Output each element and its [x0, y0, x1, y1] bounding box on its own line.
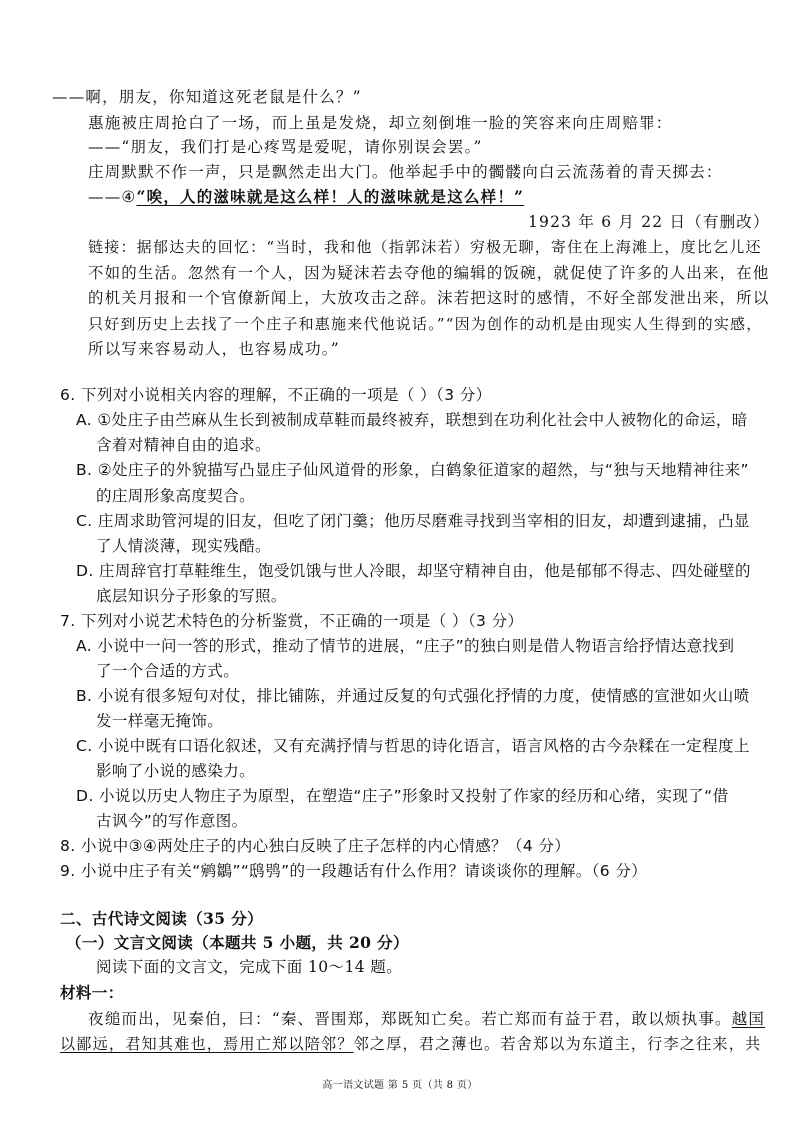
link-line-5: 所以写来容易动人，也容易成功。” [88, 340, 340, 358]
q8: 8. 小说中③④两处庄子的内心独白反映了庄子怎样的内心情感？（4 分） [60, 837, 571, 855]
q6-option-c-line-1: C. 庄周求助管河堤的旧友，但吃了闭门羹；他历尽磨难寻找到当宰相的旧友，却遭到逮捕，凸显 [76, 512, 750, 530]
story-line-2: 惠施被庄周抢白了一场，而上虽是发烧，却立刻倒堆一脸的笑容来向庄周赔罪： [88, 114, 673, 132]
story-line-5-underlined: “唉，人的滋味就是这么样！人的滋味就是这么样！” [136, 187, 525, 206]
q6-option-a-line-2: 含着对精神自由的追求。 [96, 436, 271, 454]
q6-option-a-line-1: A. ①处庄子由苎麻从生长到被制成草鞋而最终被弃，联想到在功利化社会中人被物化的命运，暗 [76, 411, 748, 429]
link-line-1: 链接：据郁达夫的回忆：“当时，我和他（指郭沫若）穷极无聊，寄住在上海滩上，度比乞儿还 [88, 238, 762, 256]
section-2-title: 二、古代诗文阅读（35 分） [60, 909, 264, 928]
material-1-label: 材料一： [60, 983, 124, 1002]
q7-stem: 7. 下列对小说艺术特色的分析鉴赏，不正确的一项是（ ）（3 分） [60, 612, 524, 630]
page-footer: 高一语文试题 第 5 页（共 8 页） [322, 1080, 478, 1091]
classical-text-line-2 [60, 1033, 761, 1055]
q7-option-a-line-1: A. 小说中一问一答的形式，推动了情节的进展，“庄子”的独白则是借人物语言给抒情达意找到 [76, 637, 735, 655]
story-date: 1923 年 6 月 22 日（有删改） [528, 213, 770, 231]
classical-text-line-1-plain: 夜缒而出，见秦伯，曰：“秦、晋围郑，郑既知亡矣。若亡郑而有益于君，敢以烦执事。 [88, 1010, 732, 1028]
q7-option-c-line-1: C. 小说中既有口语化叙述，又有充满抒情与哲思的诗化语言，语言风格的古今杂糅在一定程度上 [76, 737, 750, 755]
section-2-instructions: 阅读下面的文言文，完成下面 10～14 题。 [96, 958, 403, 976]
link-line-2: 不如的生活。忽然有一个人，因为疑沫若去夺他的编辑的饭碗，就促使了许多的人出来，在他 [88, 264, 770, 282]
q7-option-c-line-2: 影响了小说的感染力。 [96, 762, 256, 780]
section-2-subtitle: （一）文言文阅读（本题共 5 小题，共 20 分） [66, 933, 409, 952]
q6-stem: 6. 下列对小说相关内容的理解，不正确的一项是（ ）（3 分） [60, 386, 492, 404]
q7-option-d-line-2: 古讽今”的写作意图。 [96, 812, 248, 830]
q6-option-b-line-1: B. ②处庄子的外貌描写凸显庄子仙风道骨的形象，白鹤象征道家的超然，与“独与天地精神往来” [76, 461, 749, 479]
q6-option-b-line-2: 的庄周形象高度契合。 [96, 487, 256, 505]
link-line-4: 只好到历史上去找了一个庄子和惠施来代他说话。”“因为创作的动机是由现实人生得到的实感， [88, 315, 763, 333]
classical-text-line-1-underlined: 越国 [731, 1010, 766, 1028]
story-line-5-prefix: ——④ [88, 188, 137, 206]
q7-option-b-line-1: B. 小说有很多短句对仗，排比铺陈，并通过反复的句式强化抒情的力度，使情感的宣泄如火山喷 [76, 687, 750, 705]
q7-option-b-line-2: 发一样毫无掩饰。 [96, 712, 224, 730]
q6-option-d-line-1: D. 庄周辞官打草鞋维生，饱受饥饿与世人冷眼，却坚守精神自由，他是郁郁不得志、四处碰壁的 [76, 562, 751, 580]
story-line-4: 庄周默默不作一声，只是飘然走出大门。他举起手中的髑髅向白云流荡着的青天掷去： [88, 163, 723, 181]
q6-option-c-line-2: 了人情淡薄，现实残酷。 [96, 537, 271, 555]
q9: 9. 小说中庄子有关“鹓鶵”“鸱鸮”的一段趣话有什么作用？请谈谈你的理解。（6 分） [60, 862, 648, 880]
q7-option-a-line-2: 了一个合适的方式。 [96, 662, 240, 680]
classical-text-line-1 [88, 1008, 765, 1030]
q6-option-d-line-2: 底层知识分子形象的写照。 [96, 587, 287, 605]
story-line-3: ——“朋友，我们打是心疼骂是爱呢，请你别误会罢。” [88, 138, 483, 156]
classical-text-line-2-plain: 邻之厚，君之薄也。若舍郑以为东道主，行李之往来，共 [353, 1035, 762, 1053]
story-line-1: ——啊，朋友，你知道这死老鼠是什么？” [52, 88, 362, 106]
story-line-5 [88, 186, 524, 208]
link-line-3: 的机关月报和一个官僚新闻上，大放攻击之辞。沫若把这时的感情，不好全部发泄出来，所以 [88, 289, 770, 307]
q7-option-d-line-1: D. 小说以历史人物庄子为原型，在塑造“庄子”形象时又投射了作家的经历和心绪，实现了“借 [76, 787, 729, 805]
classical-text-line-2-underlined: 以鄙远，君知其难也，焉用亡郑以陪邻？ [60, 1035, 354, 1053]
